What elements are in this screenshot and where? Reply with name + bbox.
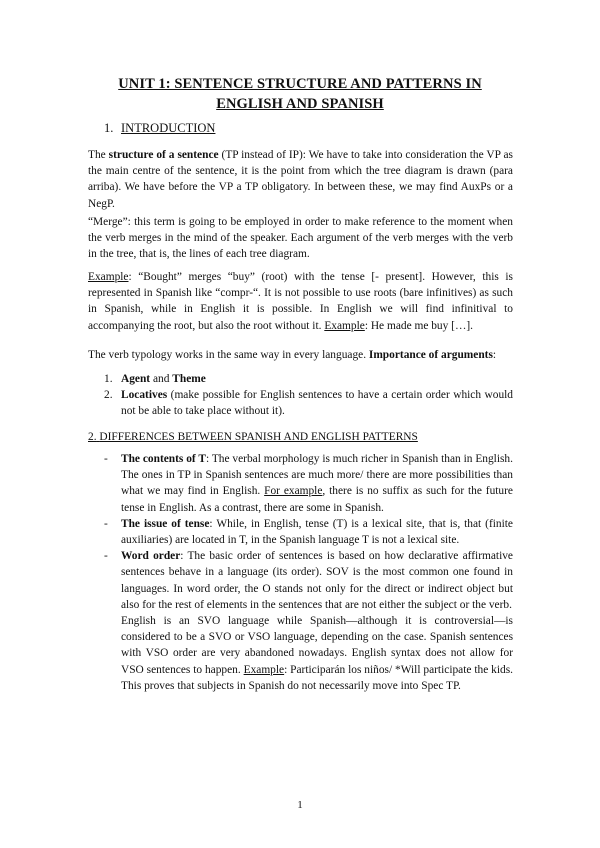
text: English is an SVO language while Spanish—although it is controversial—is considered to be a SVO or VSO language, depending on the case. Spanish sentences with VSO order are very abandoned nowadays. English syntax does not allow for VSO sentences to happen. (121, 615, 513, 676)
bold-term: Theme (172, 373, 206, 385)
text: : While, in English, tense (T) is a lexical site, that is, that (finite auxiliaries) are located in T, in the Spanish language T is not a lexical site. (121, 517, 513, 547)
list-item (104, 371, 513, 387)
text: The (88, 149, 109, 161)
bold-term: The issue of tense (121, 517, 210, 530)
list-marker: - (104, 550, 108, 563)
text: (TP instead of IP): We have to take into consideration the VP as the main centre of the sentence, it is the point from which the tree diagram is drawn (para arriba). We have before the VP a TP obligatory. In between these, we may find AuxPs or a NegP. (88, 149, 513, 210)
arguments-list (104, 371, 513, 420)
section-number: 2. (88, 431, 97, 443)
page-title (60, 74, 540, 114)
list-marker: - (104, 453, 108, 465)
paragraph-structure (88, 147, 513, 212)
text: (make possible for English sentences to have a certain order which would not be able to take place without it). (121, 389, 513, 418)
paragraph-verb-typology (88, 347, 513, 363)
text: : “Bought” merges “buy” (root) with the tense [- present]. However, this is represented in Spanish like “compr-“. It is not possible to use roots (bare infinitives) as such in Spanish, while in English it is possible. In English we will find infinitival to accompanying the root, but also the root without it. (88, 271, 513, 332)
bold-term: Importance of arguments (368, 349, 493, 361)
section-number: 1. (104, 121, 114, 135)
example-label: Example (243, 663, 285, 676)
bold-term: Locatives (121, 389, 168, 402)
bold-term: structure of a sentence (108, 149, 219, 161)
text: : Participarán los niños/ *Will participate the kids. This proves that subjects in Spanish do not necessarily move into Spec TP. (121, 663, 513, 692)
paragraph-example (88, 269, 513, 334)
text: : The basic order of sentences is based on how declarative affirmative sentences behave in a language (its order). SOV is the most common one found in languages. In word order, the O stands not only for the direct or indirect object but also for the rest of elements in the sentences that are not either the subject or the verb. (121, 550, 513, 611)
page-number: 1 (297, 799, 303, 811)
list-item (104, 516, 513, 548)
section-heading-differences (88, 431, 418, 443)
title-line-1: UNIT 1: SENTENCE STRUCTURE AND PATTERNS IN (118, 76, 482, 92)
bold-term: The contents of T (121, 453, 206, 465)
text: : He made me buy […]. (364, 319, 473, 332)
example-label: Example (88, 271, 129, 283)
text: and (150, 373, 173, 385)
text: The verb typology works in the same way in every language. (88, 349, 369, 361)
list-item (104, 387, 513, 419)
list-marker: - (104, 517, 108, 530)
paragraph-merge: “Merge”: this term is going to be employed in order to make reference to the moment when the verb merges in the mind of the speaker. Each argument of the verb merges with the verb in the tree, that is, the lines of each tree diagram. (88, 216, 513, 261)
list-item (104, 451, 513, 516)
list-marker: 1. (104, 373, 113, 385)
example-label: For example (264, 485, 323, 498)
text: , there is no suffix as such for the future tense in English. As a contrast, there are some in Spanish. (121, 485, 513, 514)
section-heading-introduction (104, 121, 215, 136)
section-title: INTRODUCTION (121, 121, 216, 135)
list-marker: 2. (104, 389, 113, 402)
bold-term: Word order (121, 550, 181, 563)
differences-list (104, 451, 513, 694)
title-line-2: ENGLISH AND SPANISH (216, 96, 384, 112)
text: : (492, 349, 497, 361)
list-item-continuation (104, 613, 513, 694)
section-title: DIFFERENCES BETWEEN SPANISH AND ENGLISH PATTERNS (99, 431, 418, 443)
text: : The verbal morphology is much richer in Spanish than in English. The ones in TP in Spanish sentences are much more/ there are more possibilities than what we may find in English. (121, 453, 513, 498)
bold-term: Agent (121, 373, 151, 385)
example-label: Example (324, 319, 365, 332)
list-item (104, 548, 513, 613)
